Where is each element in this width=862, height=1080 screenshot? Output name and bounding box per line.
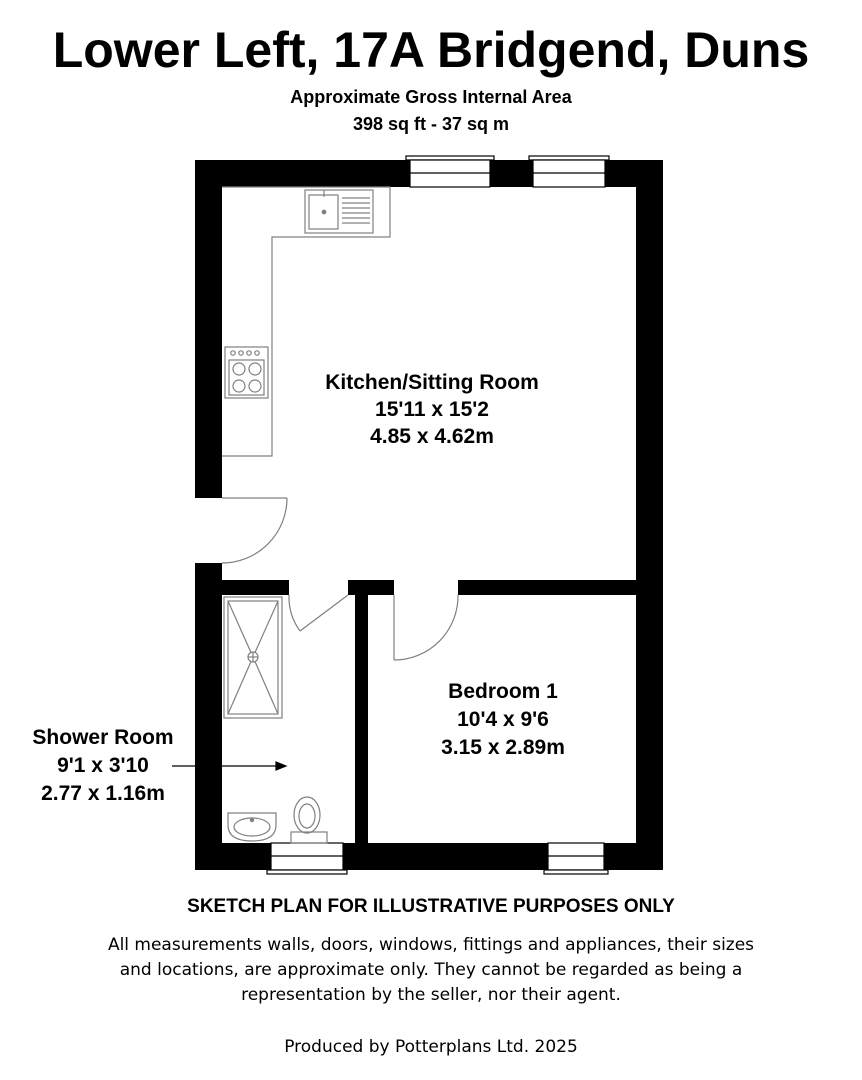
wall-bottom-left [195, 843, 271, 870]
entrance-door [222, 498, 287, 563]
bedroom-name: Bedroom 1 [448, 680, 558, 703]
wall-top-middle [490, 160, 533, 187]
plan-title: Lower Left, 17A Bridgend, Duns [52, 22, 810, 78]
bedroom-door [394, 595, 458, 660]
producer-credit: Produced by Potterplans Ltd. 2025 [284, 1037, 578, 1057]
shower-imperial: 9'1 x 3'10 [57, 754, 149, 777]
shower-name: Shower Room [32, 726, 174, 749]
wall-bedroom-top [458, 580, 636, 595]
kitchen-units [222, 187, 390, 456]
window-kitchen-1-sill [406, 156, 494, 160]
outer-walls [195, 160, 663, 870]
disclaimer-heading: SKETCH PLAN FOR ILLUSTRATIVE PURPOSES ONLY [187, 896, 675, 917]
shower-room-door [289, 595, 348, 631]
shower-label [32, 726, 173, 805]
window-shower-sill [267, 870, 347, 874]
kitchen-metric: 4.85 x 4.62m [370, 425, 494, 448]
window-bedroom-sill [544, 870, 608, 874]
shower-fixtures [224, 597, 327, 843]
bedroom-imperial: 10'4 x 9'6 [457, 708, 549, 731]
bedroom-label [441, 680, 565, 759]
doors [222, 498, 458, 660]
kitchen-label [325, 371, 539, 448]
interior-walls [222, 580, 636, 843]
bedroom-metric: 3.15 x 2.89m [441, 736, 565, 759]
washbasin-icon [228, 813, 276, 841]
shower-metric: 2.77 x 1.16m [41, 782, 165, 805]
wall-bottom-right [604, 843, 663, 870]
area-value: 398 sq ft - 37 sq m [352, 114, 510, 134]
shower-room-pointer [172, 762, 286, 770]
wall-left-lower [195, 563, 222, 870]
wall-partition-top [348, 580, 394, 595]
kitchen-name: Kitchen/Sitting Room [325, 371, 539, 394]
window-kitchen-2-sill [529, 156, 609, 160]
sink-icon [305, 190, 373, 233]
wall-top-left [195, 160, 410, 187]
wall-left-upper [195, 160, 222, 498]
shower-tray-icon [224, 597, 282, 718]
wall-shower-bedroom [355, 580, 368, 843]
kitchen-imperial: 15'11 x 15'2 [375, 398, 489, 421]
disclaimer-text: All measurements walls, doors, windows, fittings and appliances, their sizes and locations, are approximate only. They cannot be regarded as being a representation by the seller, nor their agent. [107, 935, 755, 1005]
wall-bottom-middle [343, 843, 548, 870]
wall-right [636, 160, 663, 870]
wall-shower-top [222, 580, 289, 595]
windows [267, 156, 609, 874]
hob-icon [225, 347, 268, 398]
area-heading: Approximate Gross Internal Area [290, 87, 572, 107]
toilet-icon [291, 797, 327, 843]
